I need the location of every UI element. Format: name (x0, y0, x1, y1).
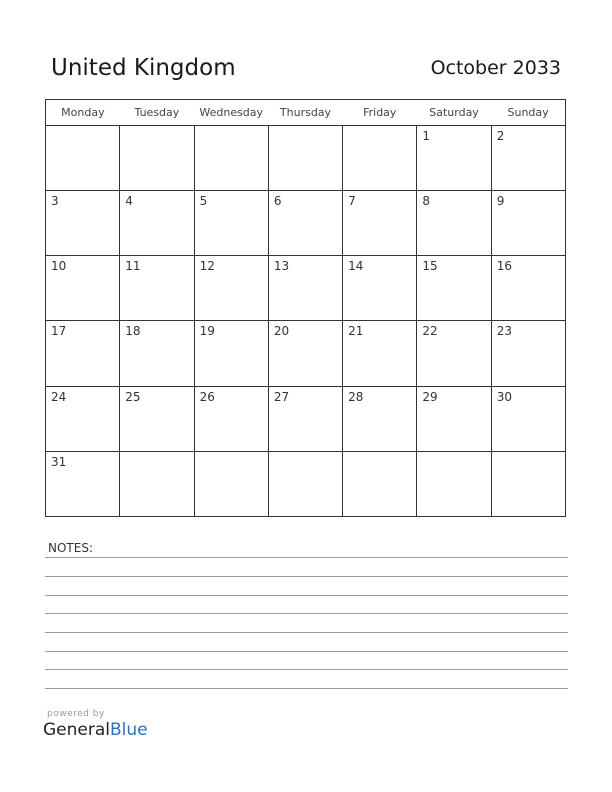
calendar-empty-cell[interactable] (491, 451, 565, 516)
weekday-header: Thursday (268, 100, 342, 126)
notes-line (45, 557, 568, 558)
calendar-empty-cell[interactable] (268, 451, 342, 516)
calendar-day-cell[interactable] (46, 256, 120, 321)
weekday-header: Tuesday (120, 100, 194, 126)
calendar-country-title: United Kingdom (51, 55, 236, 81)
day-number: 14 (348, 259, 364, 274)
calendar-day-cell[interactable] (417, 321, 491, 386)
day-number: 15 (422, 259, 438, 274)
day-number (46, 126, 119, 129)
brand-blue: Blue (110, 720, 148, 740)
day-number: 21 (348, 324, 364, 339)
brand-logo[interactable] (43, 720, 148, 740)
calendar-day-cell[interactable] (343, 191, 417, 256)
day-number (343, 452, 416, 455)
weekday-header: Friday (343, 100, 417, 126)
calendar-day-cell[interactable] (417, 191, 491, 256)
calendar-day-cell[interactable] (268, 386, 342, 451)
day-number: 30 (496, 389, 512, 404)
calendar-day-cell[interactable] (491, 191, 565, 256)
calendar-empty-cell[interactable] (417, 451, 491, 516)
calendar-empty-cell[interactable] (194, 126, 268, 191)
day-number: 20 (273, 324, 290, 339)
day-number: 29 (422, 389, 438, 404)
day-number: 9 (496, 194, 505, 209)
day-number: 19 (199, 324, 215, 339)
calendar-day-cell[interactable] (194, 191, 268, 256)
day-number (417, 452, 490, 455)
calendar-empty-cell[interactable] (268, 126, 342, 191)
day-number (269, 452, 342, 455)
day-number: 13 (273, 259, 290, 274)
calendar-day-cell[interactable] (120, 321, 194, 386)
day-number: 17 (51, 324, 67, 339)
day-number: 24 (51, 389, 67, 404)
day-number: 8 (422, 194, 431, 209)
day-number: 4 (125, 194, 133, 209)
day-number: 31 (51, 454, 67, 469)
day-number (120, 452, 193, 455)
calendar-week-row (46, 191, 566, 256)
calendar-grid (45, 99, 566, 517)
day-number: 23 (496, 324, 512, 339)
notes-line (45, 688, 568, 689)
calendar-week-row (46, 321, 566, 386)
calendar-day-cell[interactable] (343, 256, 417, 321)
calendar-week-row (46, 386, 566, 451)
calendar-day-cell[interactable] (46, 451, 120, 516)
calendar-day-cell[interactable] (343, 386, 417, 451)
weekday-header-row (46, 100, 566, 126)
calendar-day-cell[interactable] (491, 256, 565, 321)
notes-label: NOTES: (48, 541, 93, 555)
notes-line (45, 595, 568, 596)
day-number (120, 126, 193, 129)
notes-line (45, 613, 568, 614)
calendar-day-cell[interactable] (120, 256, 194, 321)
calendar-day-cell[interactable] (417, 256, 491, 321)
calendar-empty-cell[interactable] (194, 451, 268, 516)
calendar-day-cell[interactable] (491, 386, 565, 451)
calendar-body (46, 126, 566, 517)
day-number: 6 (273, 194, 282, 209)
day-number (343, 126, 416, 129)
calendar-day-cell[interactable] (46, 386, 120, 451)
notes-line (45, 669, 568, 670)
calendar-day-cell[interactable] (491, 126, 565, 191)
day-number: 2 (496, 129, 505, 143)
day-number: 10 (51, 259, 67, 274)
calendar-day-cell[interactable] (120, 191, 194, 256)
calendar-empty-cell[interactable] (46, 126, 120, 191)
day-number (492, 452, 565, 455)
calendar-day-cell[interactable] (194, 386, 268, 451)
calendar-week-row (46, 451, 566, 516)
calendar-empty-cell[interactable] (120, 451, 194, 516)
notes-line (45, 576, 568, 577)
notes-line (45, 651, 568, 652)
calendar-day-cell[interactable] (46, 191, 120, 256)
weekday-header: Monday (46, 100, 120, 126)
calendar-empty-cell[interactable] (120, 126, 194, 191)
day-number: 27 (273, 389, 290, 404)
day-number: 28 (348, 389, 364, 404)
calendar-day-cell[interactable] (268, 321, 342, 386)
day-number (195, 452, 268, 455)
calendar-empty-cell[interactable] (343, 451, 417, 516)
day-number: 5 (199, 194, 208, 209)
calendar-empty-cell[interactable] (343, 126, 417, 191)
calendar-month-year: October 2033 (430, 57, 561, 79)
day-number: 25 (125, 389, 141, 404)
day-number: 18 (125, 324, 141, 339)
calendar-day-cell[interactable] (268, 256, 342, 321)
calendar-day-cell[interactable] (491, 321, 565, 386)
calendar-day-cell[interactable] (417, 386, 491, 451)
calendar-week-row (46, 126, 566, 191)
day-number: 22 (422, 324, 438, 339)
notes-line (45, 632, 568, 633)
calendar-day-cell[interactable] (343, 321, 417, 386)
day-number: 16 (496, 259, 512, 274)
day-number: 26 (199, 389, 215, 404)
weekday-header: Saturday (417, 100, 491, 126)
day-number (269, 126, 342, 129)
brand-general: General (43, 720, 110, 740)
calendar-day-cell[interactable] (194, 256, 268, 321)
calendar-day-cell[interactable] (268, 191, 342, 256)
calendar-day-cell[interactable] (120, 386, 194, 451)
calendar-day-cell[interactable] (417, 126, 491, 191)
day-number: 12 (199, 259, 215, 274)
calendar-week-row (46, 256, 566, 321)
day-number: 1 (422, 129, 431, 143)
day-number: 3 (51, 194, 59, 209)
calendar-day-cell[interactable] (46, 321, 120, 386)
day-number: 7 (348, 194, 356, 209)
day-number (195, 126, 268, 129)
weekday-header: Wednesday (194, 100, 268, 126)
day-number: 11 (125, 259, 141, 274)
weekday-header: Sunday (491, 100, 565, 126)
calendar-day-cell[interactable] (194, 321, 268, 386)
powered-by-text: powered by (47, 709, 105, 719)
